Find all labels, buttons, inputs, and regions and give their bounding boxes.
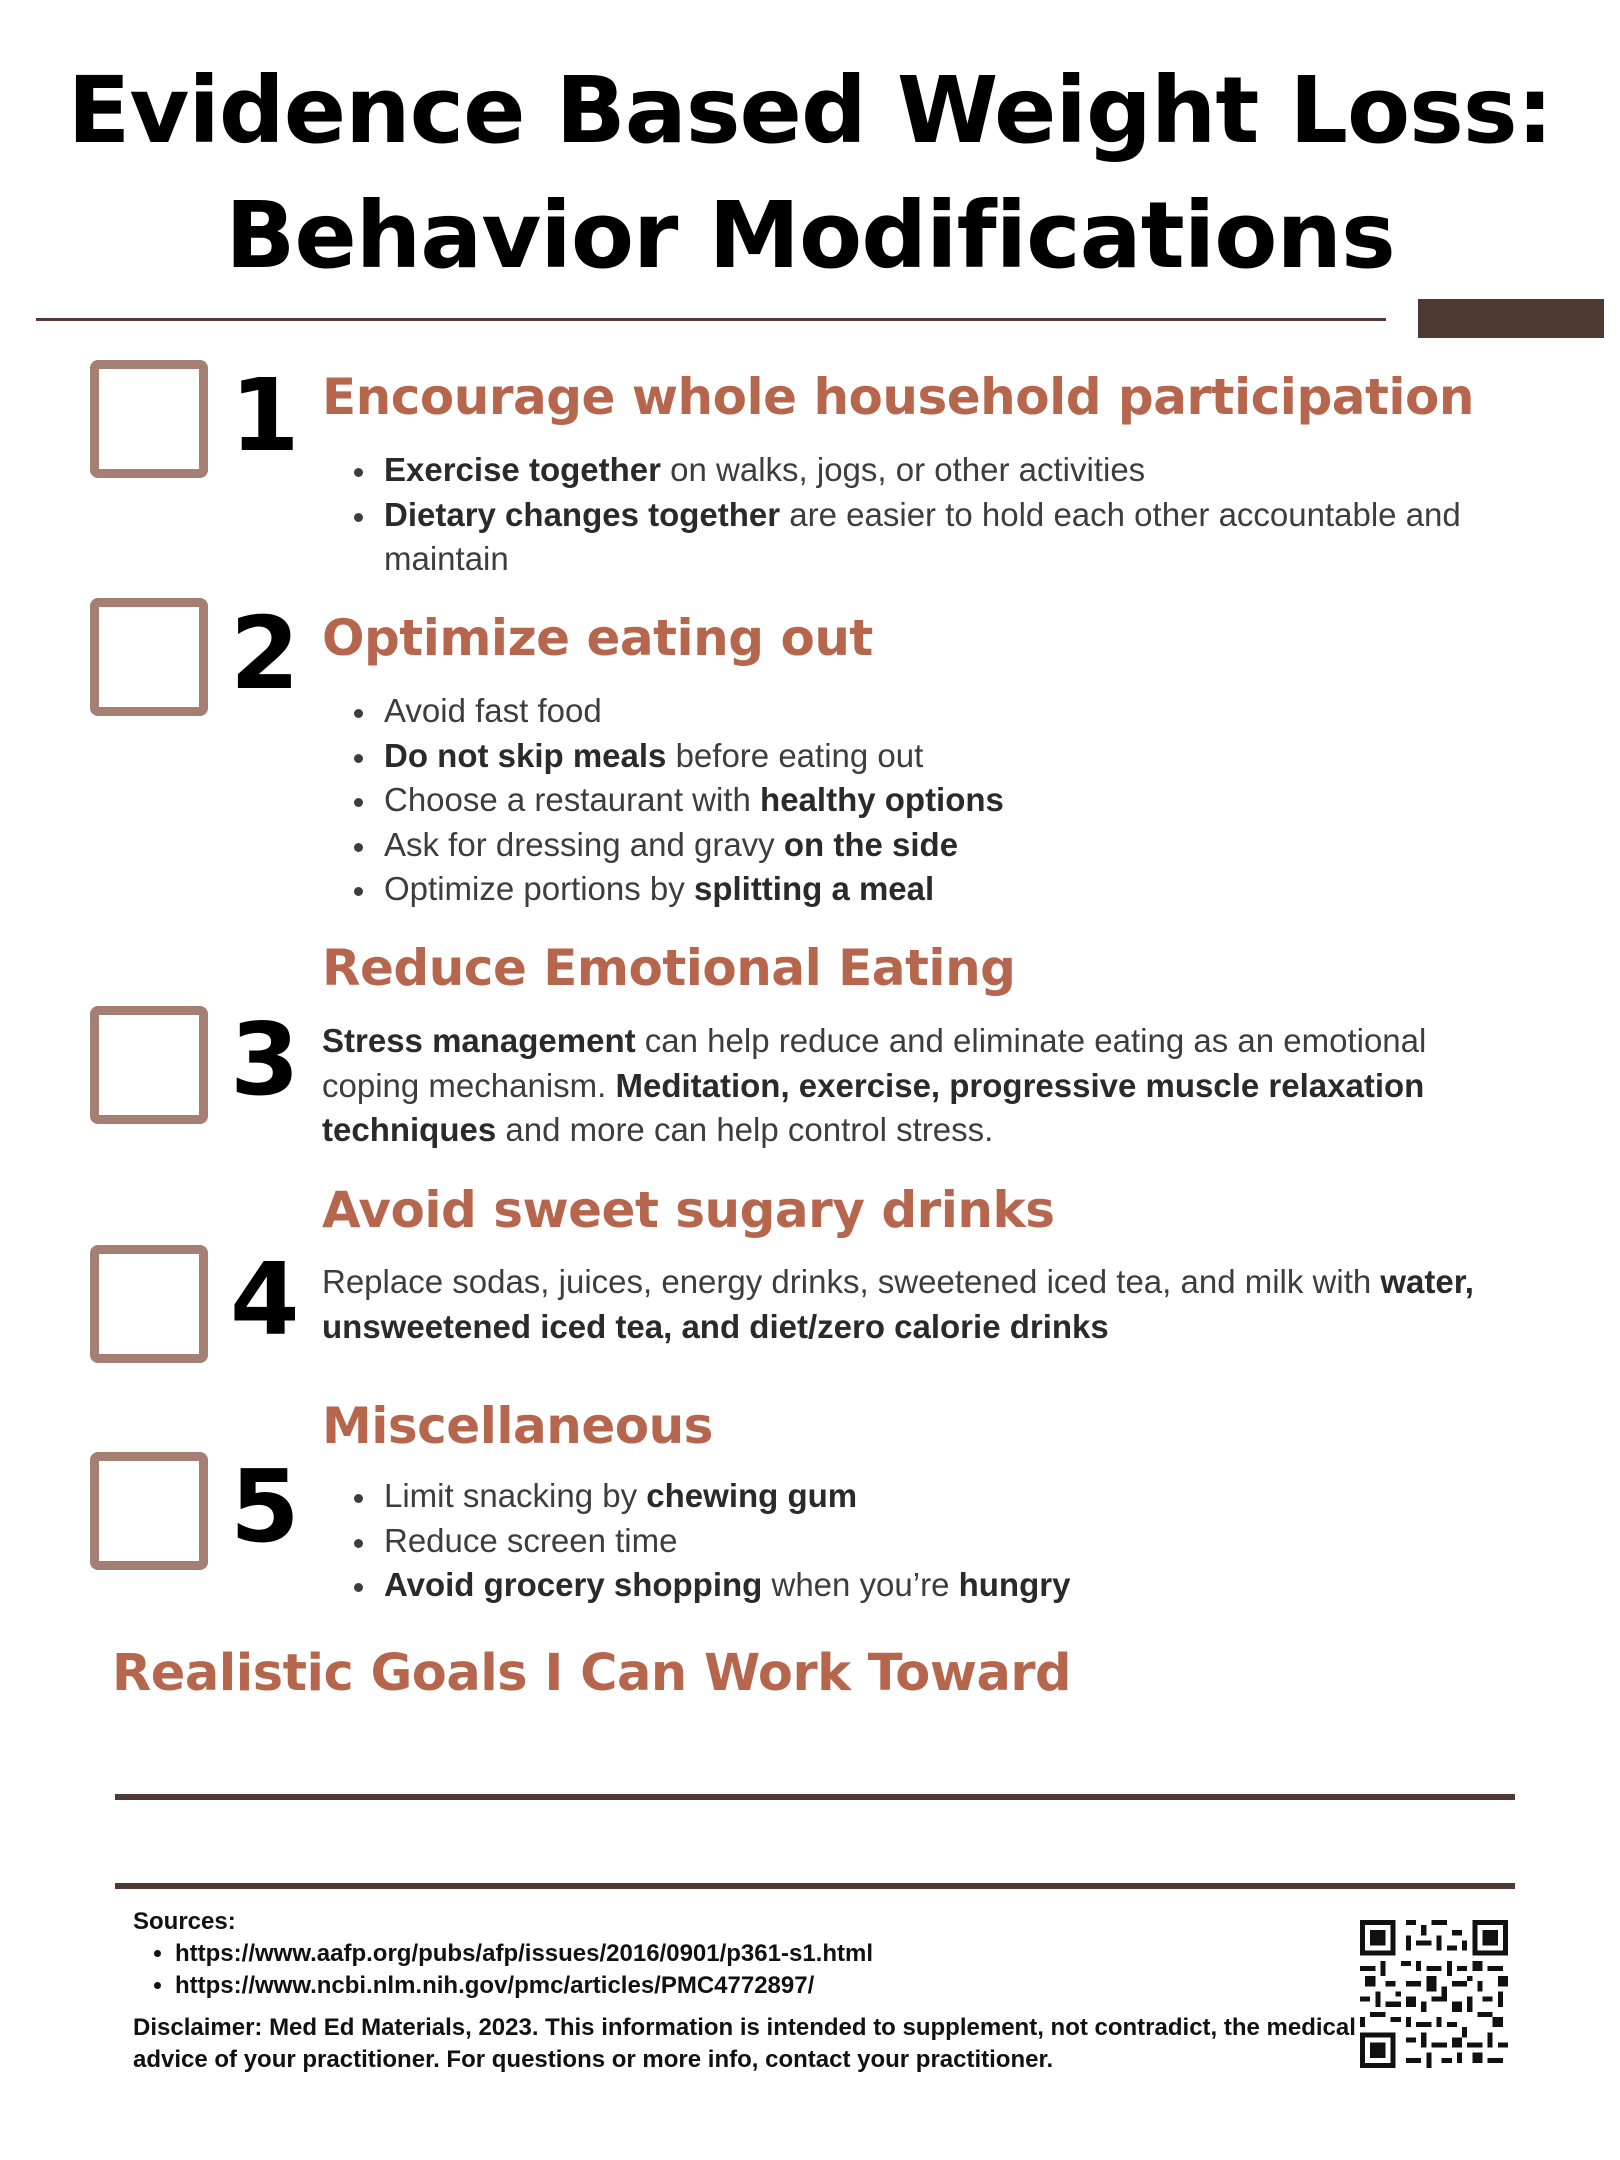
sources-list	[133, 1938, 1363, 2002]
list-item: • Do not skip meals before eating out	[378, 734, 1528, 779]
item-heading: Avoid sweet sugary drinks	[322, 1181, 1055, 1239]
empty-checkbox-icon[interactable]	[90, 1245, 208, 1363]
item-paragraph: Stress management can help reduce and eliminate eating as an emotional coping mechanism. Meditation, exercise, progressive muscle relaxation techniques and more can help control stress.	[322, 1022, 1427, 1148]
title-line-2: Behavior Modifications	[225, 182, 1395, 289]
item-bullet-list	[346, 689, 1528, 912]
title-divider	[36, 318, 1386, 321]
source-link[interactable]: • https://www.ncbi.nlm.nih.gov/pmc/articles/PMC4772897/	[175, 1970, 1363, 2002]
list-item: • Optimize portions by splitting a meal	[378, 867, 1528, 912]
item-number: 1	[230, 357, 300, 474]
list-item: • Avoid fast food	[378, 689, 1528, 734]
qr-code-icon[interactable]	[1360, 1920, 1508, 2068]
item-heading: Reduce Emotional Eating	[322, 939, 1016, 997]
empty-checkbox-icon[interactable]	[90, 1006, 208, 1124]
page-title	[0, 48, 1620, 298]
item-heading: Encourage whole household participation	[322, 368, 1474, 426]
empty-checkbox-icon[interactable]	[90, 598, 208, 716]
item-bullet-list	[346, 1474, 1528, 1608]
item-heading: Miscellaneous	[322, 1397, 713, 1455]
list-item: • Ask for dressing and gravy on the side	[378, 823, 1528, 868]
list-item: • Reduce screen time	[378, 1519, 1528, 1564]
empty-checkbox-icon[interactable]	[90, 360, 208, 478]
item-heading: Optimize eating out	[322, 609, 873, 667]
source-link[interactable]: • https://www.aafp.org/pubs/afp/issues/2016/0901/p361-s1.html	[175, 1938, 1363, 1970]
item-number: 4	[230, 1241, 300, 1358]
item-number: 5	[230, 1448, 300, 1565]
footer-divider	[115, 1883, 1515, 1889]
item-paragraph: Replace sodas, juices, energy drinks, sweetened iced tea, and milk with water, unsweetened iced tea, and diet/zero calorie drinks	[322, 1263, 1474, 1345]
disclaimer: Disclaimer: Med Ed Materials, 2023. This information is intended to supplement, not contradict, the medical advice of your practitioner. For questions or more info, contact your practitioner.	[133, 2014, 1356, 2073]
list-item: • Exercise together on walks, jogs, or other activities	[378, 448, 1528, 493]
item-number: 3	[230, 1001, 300, 1118]
title-line-1: Evidence Based Weight Loss:	[67, 57, 1553, 164]
item-number: 2	[230, 595, 300, 712]
list-item: • Limit snacking by chewing gum	[378, 1474, 1528, 1519]
list-item: • Avoid grocery shopping when you’re hungry	[378, 1563, 1528, 1608]
empty-checkbox-icon[interactable]	[90, 1452, 208, 1570]
goals-heading: Realistic Goals I Can Work Toward	[112, 1644, 1072, 1703]
sources-label: Sources:	[133, 1908, 236, 1935]
list-item: • Choose a restaurant with healthy options	[378, 778, 1528, 823]
item-bullet-list	[346, 448, 1528, 582]
divider-accent-tab	[1418, 299, 1604, 338]
footer	[133, 1906, 1363, 2076]
list-item: • Dietary changes together are easier to hold each other accountable and maintain	[378, 493, 1528, 582]
goal-writing-line[interactable]	[115, 1794, 1515, 1800]
